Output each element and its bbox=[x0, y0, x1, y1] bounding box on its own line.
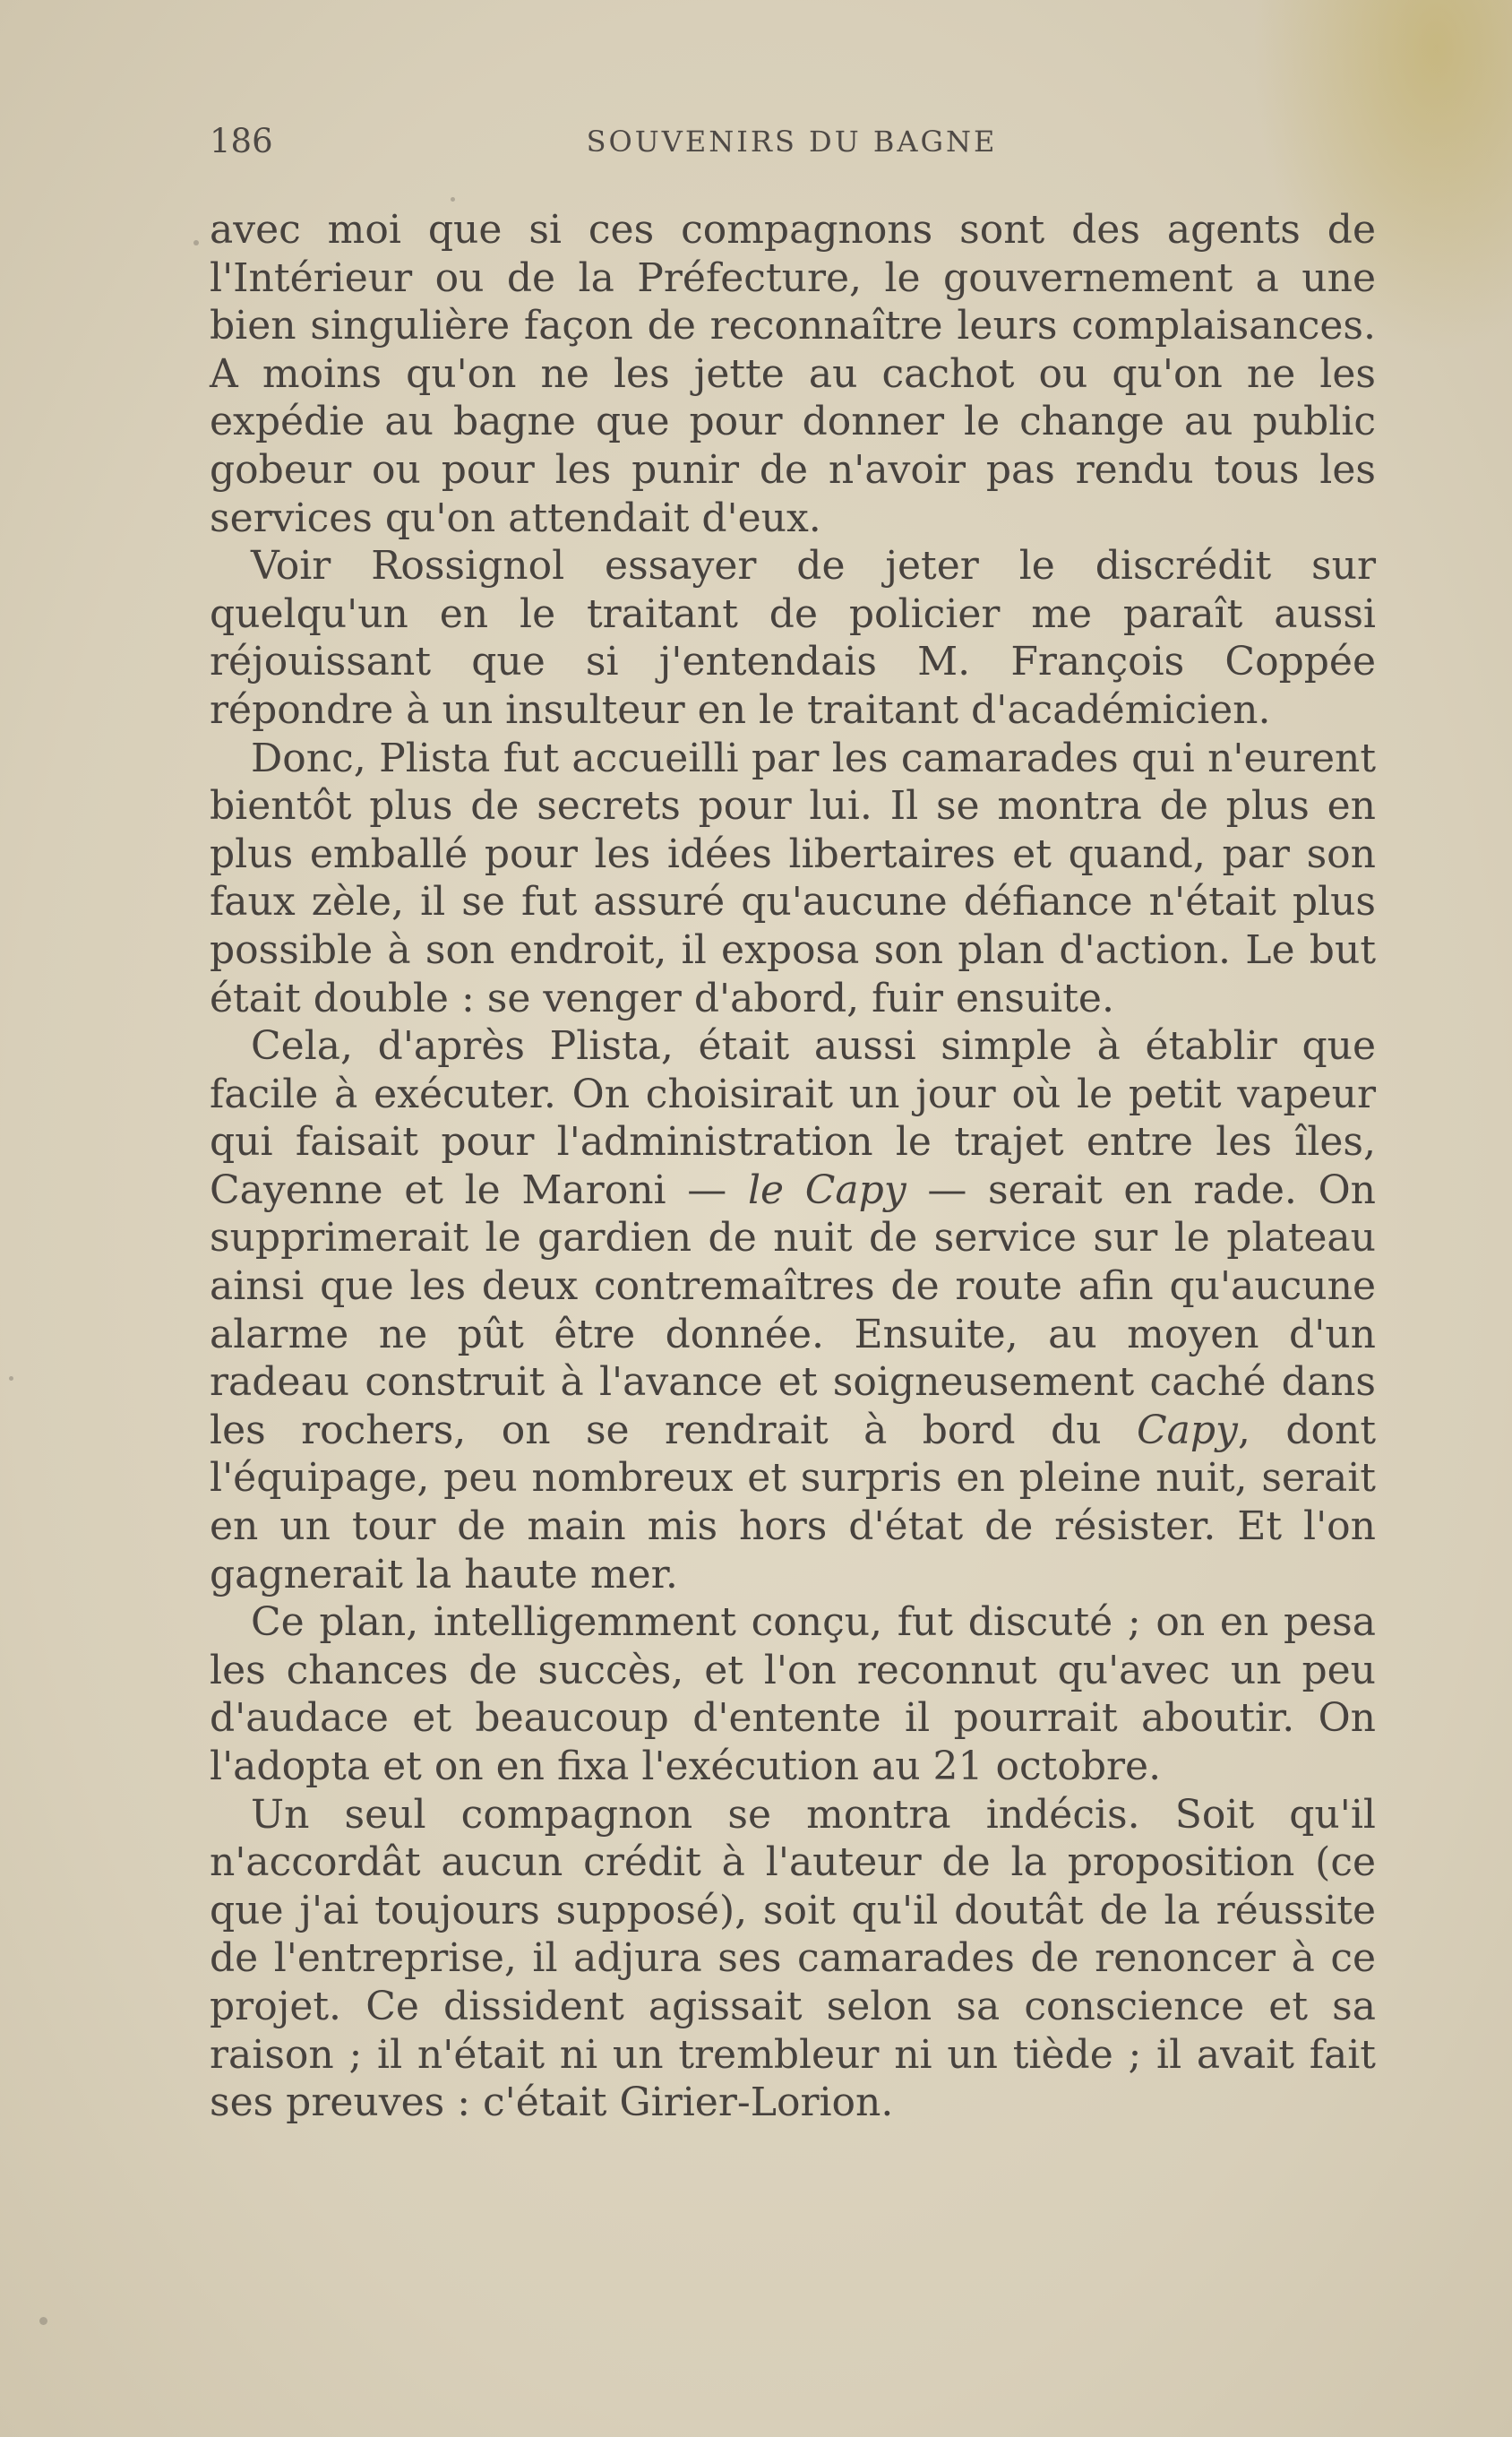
paper-speck bbox=[451, 197, 455, 202]
running-head bbox=[210, 122, 1374, 161]
ship-name-italic-2: Capy bbox=[1136, 1407, 1238, 1453]
paragraph-5: Ce plan, intelligemment conçu, fut discuté ; on en pesa les chances de succès, et l'on reconnut qu'avec un peu d'audace et beaucoup d'entente il pourrait aboutir. On l'adopta et on en fixa l'exécution au 21 octobre. bbox=[210, 1599, 1376, 1789]
ship-name-italic: le Capy bbox=[747, 1167, 906, 1213]
paragraph-4-text-c: , dont l'équipage, peu nombreux et surpris en pleine nuit, serait en un tour de main mis hors d'état de résister. Et l'on gagnerait la haute mer. bbox=[210, 1407, 1377, 1597]
paragraph-3: Donc, Plista fut accueilli par les camarades qui n'eurent bientôt plus de secrets pour lui. Il se montra de plus en plus emballé pour les idées libertaires et quand, par son faux zèle, il se fut assuré qu'aucune défiance n'était plus possible à son endroit, il exposa son plan d'action. Le but était double : se venger d'abord, fuir ensuite. bbox=[210, 735, 1376, 1021]
paper-speck bbox=[9, 1376, 13, 1381]
paragraph-2: Voir Rossignol essayer de jeter le discrédit sur quelqu'un en le traitant de policier me paraît aussi réjouissant que si j'entendais M. François Coppée répondre à un insulteur en le traitant d'académicien. bbox=[210, 543, 1376, 733]
paper-speck bbox=[39, 2317, 47, 2325]
book-title: SOUVENIRS DU BAGNE bbox=[586, 125, 998, 159]
paragraph-4-text-a: Cela, d'après Plista, était aussi simple à établir que facile à exécuter. On choisirait un jour où le petit vapeur qui faisait pour l'administration le trajet entre les îles, Cayenne et le Maroni — bbox=[210, 1023, 1376, 1213]
paragraph-4 bbox=[210, 1022, 1376, 1598]
paragraph-4-text-b: — serait en rade. On supprimerait le gardien de nuit de service sur le plateau ainsi que les deux contremaîtres de route afin qu'aucune alarme ne pût être donnée. Ensuite, au moyen d'un radeau construit à l'avance et soigneusement caché dans les rochers, on se rendrait à bord du bbox=[210, 1167, 1376, 1453]
paper-speck bbox=[193, 240, 199, 245]
page-number: 186 bbox=[210, 122, 273, 160]
body-text bbox=[210, 206, 1376, 2127]
paragraph-6: Un seul compagnon se montra indécis. Soit qu'il n'accordât aucun crédit à l'auteur de la proposition (ce que j'ai toujours supposé), soit qu'il doutât de la réussite de l'entreprise, il adjura ses camarades de renoncer à ce projet. Ce dissident agissait selon sa conscience et sa raison ; il n'était ni un trembleur ni un tiède ; il avait fait ses preuves : c'était Girier-Lorion. bbox=[210, 1791, 1376, 2126]
paragraph-1: avec moi que si ces compagnons sont des agents de l'Intérieur ou de la Préfecture, le gouvernement a une bien singulière façon de reconnaître leurs complaisances. A moins qu'on ne les jette au cachot ou qu'on ne les expédie au bagne que pour donner le change au public gobeur ou pour les punir de n'avoir pas rendu tous les services qu'on attendait d'eux. bbox=[210, 207, 1376, 541]
